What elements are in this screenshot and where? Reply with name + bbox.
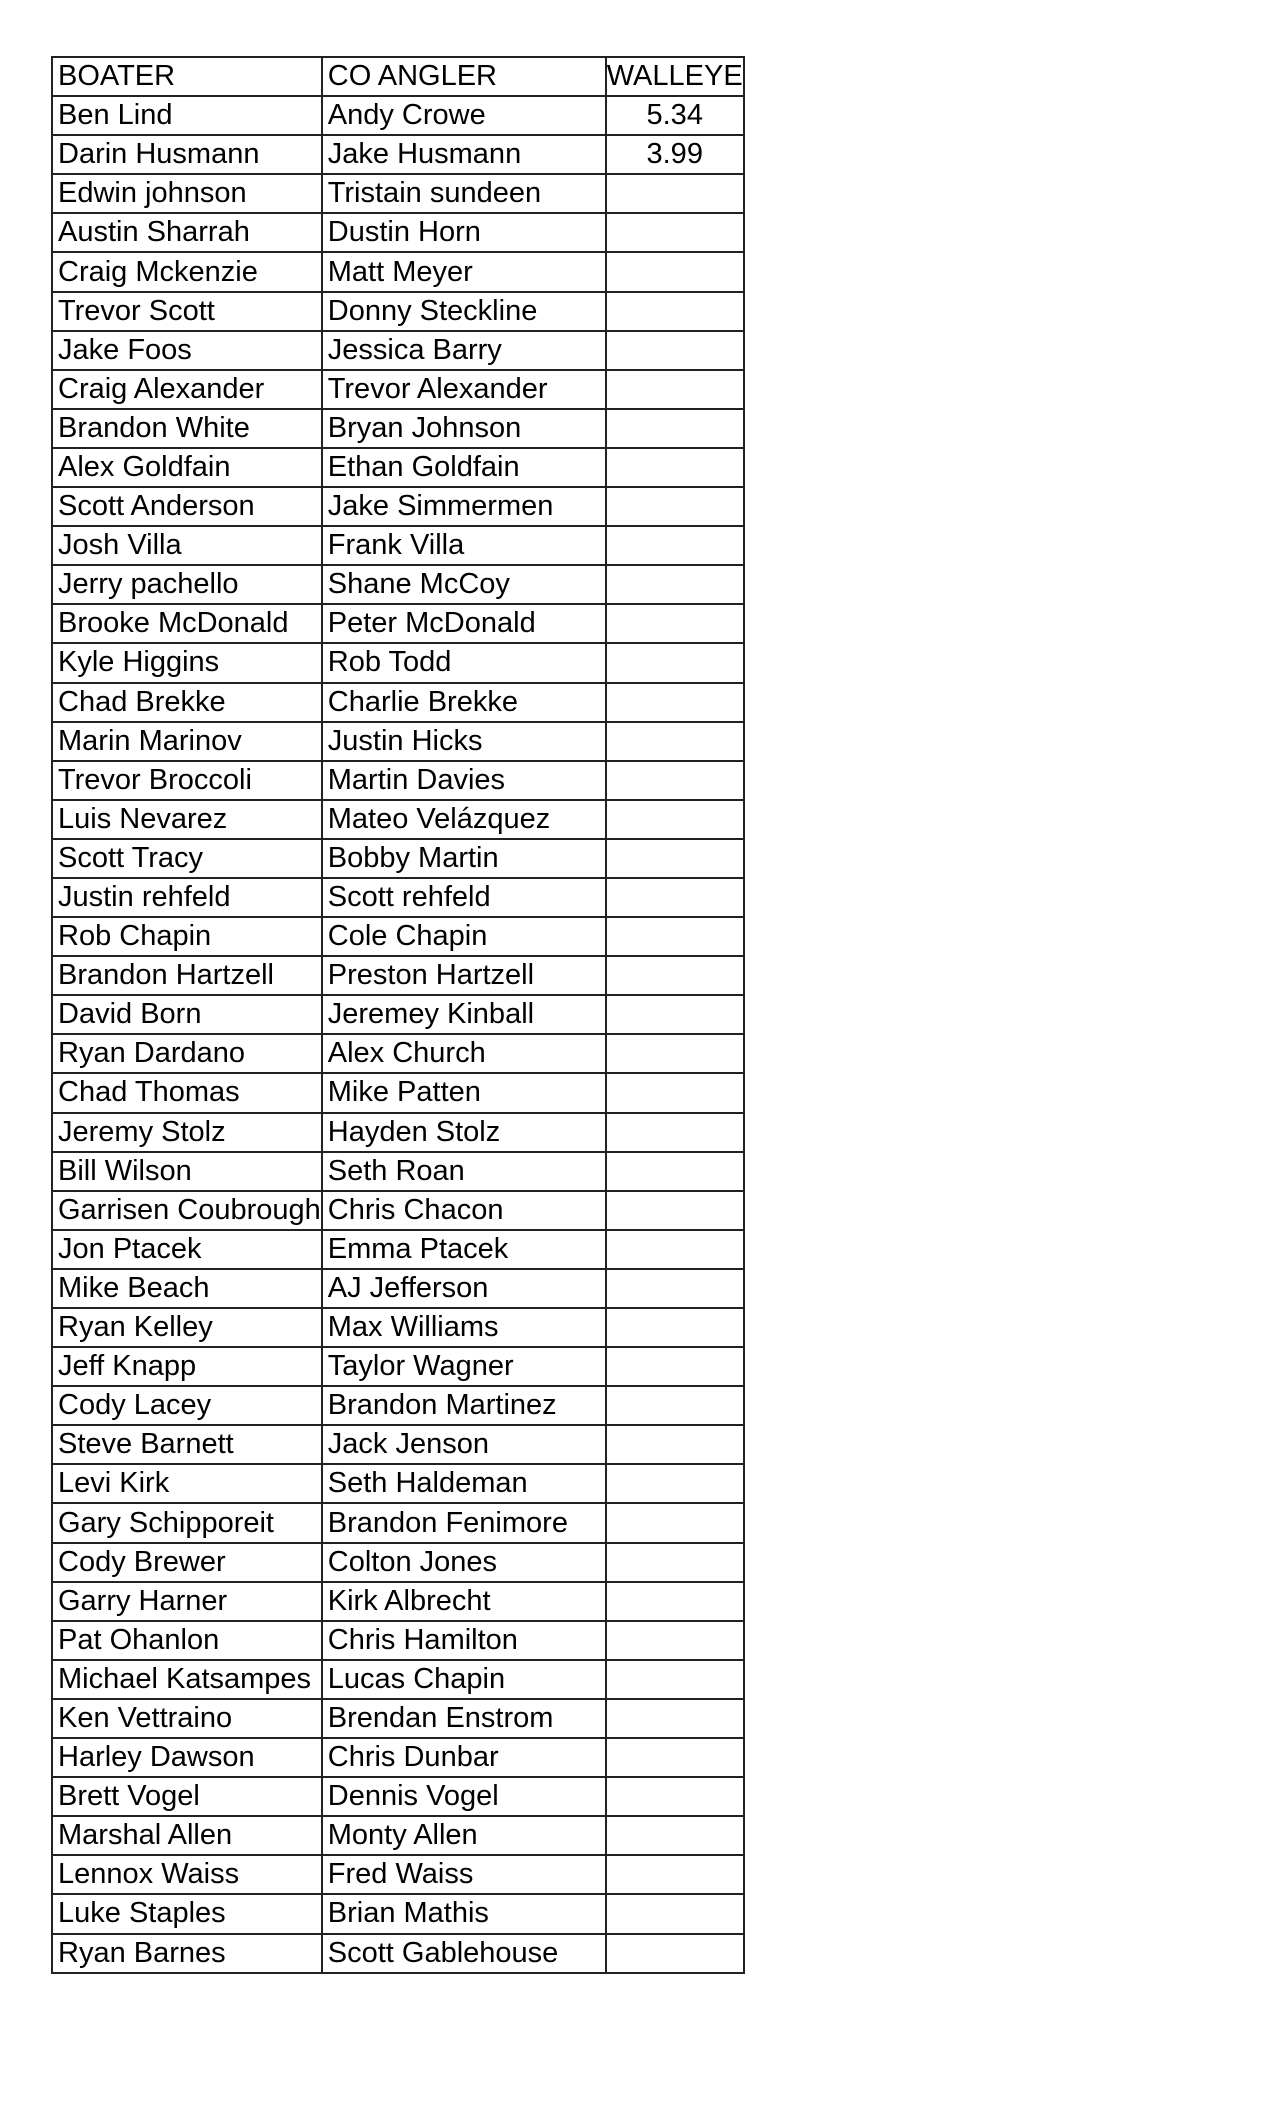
boater-cell: Ryan Kelley bbox=[52, 1308, 322, 1347]
walleye-cell bbox=[606, 1855, 744, 1894]
walleye-cell bbox=[606, 917, 744, 956]
co-angler-cell: Dennis Vogel bbox=[322, 1777, 606, 1816]
boater-cell: Brandon Hartzell bbox=[52, 956, 322, 995]
boater-cell: Luis Nevarez bbox=[52, 800, 322, 839]
boater-cell: Craig Alexander bbox=[52, 370, 322, 409]
table-row bbox=[52, 1894, 744, 1933]
co-angler-cell: Dustin Horn bbox=[322, 213, 606, 252]
co-angler-cell: Donny Steckline bbox=[322, 292, 606, 331]
walleye-cell: 5.34 bbox=[606, 96, 744, 135]
header-row bbox=[52, 57, 744, 96]
table-row bbox=[52, 995, 744, 1034]
co-angler-cell: Hayden Stolz bbox=[322, 1113, 606, 1152]
table-row bbox=[52, 1816, 744, 1855]
co-angler-cell: AJ Jefferson bbox=[322, 1269, 606, 1308]
table-row bbox=[52, 135, 744, 174]
walleye-cell bbox=[606, 761, 744, 800]
boater-cell: Scott Anderson bbox=[52, 487, 322, 526]
co-angler-cell: Chris Chacon bbox=[322, 1191, 606, 1230]
boater-cell: Scott Tracy bbox=[52, 839, 322, 878]
boater-cell: Brett Vogel bbox=[52, 1777, 322, 1816]
co-angler-cell: Cole Chapin bbox=[322, 917, 606, 956]
co-angler-cell: Chris Dunbar bbox=[322, 1738, 606, 1777]
table-row bbox=[52, 1855, 744, 1894]
table-row bbox=[52, 331, 744, 370]
table-row bbox=[52, 761, 744, 800]
co-angler-cell: Preston Hartzell bbox=[322, 956, 606, 995]
table-row bbox=[52, 448, 744, 487]
table-row bbox=[52, 1699, 744, 1738]
boater-cell: Pat Ohanlon bbox=[52, 1621, 322, 1660]
walleye-cell bbox=[606, 722, 744, 761]
co-angler-cell: Emma Ptacek bbox=[322, 1230, 606, 1269]
walleye-cell bbox=[606, 1894, 744, 1933]
boater-cell: David Born bbox=[52, 995, 322, 1034]
table-row bbox=[52, 1464, 744, 1503]
walleye-cell bbox=[606, 1230, 744, 1269]
boater-cell: Darin Husmann bbox=[52, 135, 322, 174]
boater-cell: Ben Lind bbox=[52, 96, 322, 135]
walleye-cell bbox=[606, 1425, 744, 1464]
boater-cell: Ken Vettraino bbox=[52, 1699, 322, 1738]
table-row bbox=[52, 292, 744, 331]
boater-cell: Jeff Knapp bbox=[52, 1347, 322, 1386]
header-boater: BOATER bbox=[52, 57, 322, 96]
table-row bbox=[52, 565, 744, 604]
walleye-cell bbox=[606, 995, 744, 1034]
walleye-cell bbox=[606, 1386, 744, 1425]
walleye-cell bbox=[606, 1464, 744, 1503]
table-row bbox=[52, 1034, 744, 1073]
boater-cell: Jon Ptacek bbox=[52, 1230, 322, 1269]
co-angler-cell: Shane McCoy bbox=[322, 565, 606, 604]
table-row bbox=[52, 878, 744, 917]
boater-cell: Mike Beach bbox=[52, 1269, 322, 1308]
table-row bbox=[52, 252, 744, 291]
table-row bbox=[52, 1660, 744, 1699]
boater-cell: Alex Goldfain bbox=[52, 448, 322, 487]
table-row bbox=[52, 1503, 744, 1542]
co-angler-cell: Jake Husmann bbox=[322, 135, 606, 174]
boater-cell: Cody Lacey bbox=[52, 1386, 322, 1425]
table-row bbox=[52, 174, 744, 213]
walleye-cell bbox=[606, 1582, 744, 1621]
co-angler-cell: Brendan Enstrom bbox=[322, 1699, 606, 1738]
co-angler-cell: Bobby Martin bbox=[322, 839, 606, 878]
walleye-cell: 3.99 bbox=[606, 135, 744, 174]
walleye-cell bbox=[606, 213, 744, 252]
walleye-cell bbox=[606, 1152, 744, 1191]
walleye-cell bbox=[606, 526, 744, 565]
table-row bbox=[52, 800, 744, 839]
table-row bbox=[52, 1113, 744, 1152]
co-angler-cell: Seth Haldeman bbox=[322, 1464, 606, 1503]
boater-cell: Kyle Higgins bbox=[52, 643, 322, 682]
boater-cell: Brandon White bbox=[52, 409, 322, 448]
co-angler-cell: Peter McDonald bbox=[322, 604, 606, 643]
co-angler-cell: Trevor Alexander bbox=[322, 370, 606, 409]
boater-cell: Ryan Barnes bbox=[52, 1934, 322, 1973]
table-row bbox=[52, 839, 744, 878]
walleye-cell bbox=[606, 292, 744, 331]
walleye-cell bbox=[606, 370, 744, 409]
boater-cell: Jerry pachello bbox=[52, 565, 322, 604]
walleye-cell bbox=[606, 956, 744, 995]
standings-table bbox=[51, 56, 745, 1974]
boater-cell: Josh Villa bbox=[52, 526, 322, 565]
walleye-cell bbox=[606, 643, 744, 682]
table-row bbox=[52, 917, 744, 956]
boater-cell: Ryan Dardano bbox=[52, 1034, 322, 1073]
co-angler-cell: Seth Roan bbox=[322, 1152, 606, 1191]
walleye-cell bbox=[606, 409, 744, 448]
co-angler-cell: Scott rehfeld bbox=[322, 878, 606, 917]
walleye-cell bbox=[606, 331, 744, 370]
table-row bbox=[52, 1347, 744, 1386]
boater-cell: Trevor Broccoli bbox=[52, 761, 322, 800]
table-row bbox=[52, 1152, 744, 1191]
walleye-cell bbox=[606, 252, 744, 291]
co-angler-cell: Bryan Johnson bbox=[322, 409, 606, 448]
boater-cell: Trevor Scott bbox=[52, 292, 322, 331]
table-row bbox=[52, 683, 744, 722]
table-row bbox=[52, 604, 744, 643]
walleye-cell bbox=[606, 487, 744, 526]
table-row bbox=[52, 1621, 744, 1660]
boater-cell: Marshal Allen bbox=[52, 1816, 322, 1855]
co-angler-cell: Jake Simmermen bbox=[322, 487, 606, 526]
table-row bbox=[52, 1777, 744, 1816]
walleye-cell bbox=[606, 839, 744, 878]
walleye-cell bbox=[606, 1269, 744, 1308]
walleye-cell bbox=[606, 1738, 744, 1777]
table-row bbox=[52, 96, 744, 135]
walleye-cell bbox=[606, 604, 744, 643]
table-row bbox=[52, 1073, 744, 1112]
boater-cell: Michael Katsampes bbox=[52, 1660, 322, 1699]
boater-cell: Justin rehfeld bbox=[52, 878, 322, 917]
co-angler-cell: Kirk Albrecht bbox=[322, 1582, 606, 1621]
walleye-cell bbox=[606, 683, 744, 722]
header-walleye: WALLEYE bbox=[606, 57, 744, 96]
co-angler-cell: Ethan Goldfain bbox=[322, 448, 606, 487]
co-angler-cell: Colton Jones bbox=[322, 1543, 606, 1582]
co-angler-cell: Mateo Velázquez bbox=[322, 800, 606, 839]
walleye-cell bbox=[606, 1191, 744, 1230]
table-row bbox=[52, 1582, 744, 1621]
co-angler-cell: Justin Hicks bbox=[322, 722, 606, 761]
walleye-cell bbox=[606, 448, 744, 487]
boater-cell: Jake Foos bbox=[52, 331, 322, 370]
boater-cell: Levi Kirk bbox=[52, 1464, 322, 1503]
boater-cell: Chad Brekke bbox=[52, 683, 322, 722]
boater-cell: Brooke McDonald bbox=[52, 604, 322, 643]
boater-cell: Jeremy Stolz bbox=[52, 1113, 322, 1152]
co-angler-cell: Brandon Fenimore bbox=[322, 1503, 606, 1542]
boater-cell: Gary Schipporeit bbox=[52, 1503, 322, 1542]
co-angler-cell: Rob Todd bbox=[322, 643, 606, 682]
table-row bbox=[52, 1425, 744, 1464]
walleye-cell bbox=[606, 174, 744, 213]
co-angler-cell: Chris Hamilton bbox=[322, 1621, 606, 1660]
table-row bbox=[52, 1543, 744, 1582]
co-angler-cell: Jeremey Kinball bbox=[322, 995, 606, 1034]
boater-cell: Rob Chapin bbox=[52, 917, 322, 956]
table-body bbox=[52, 96, 744, 1973]
table-row bbox=[52, 1191, 744, 1230]
boater-cell: Garrisen Coubrough bbox=[52, 1191, 322, 1230]
table-row bbox=[52, 487, 744, 526]
boater-cell: Cody Brewer bbox=[52, 1543, 322, 1582]
walleye-cell bbox=[606, 1934, 744, 1973]
co-angler-cell: Lucas Chapin bbox=[322, 1660, 606, 1699]
table-row bbox=[52, 526, 744, 565]
boater-cell: Garry Harner bbox=[52, 1582, 322, 1621]
walleye-cell bbox=[606, 1113, 744, 1152]
co-angler-cell: Frank Villa bbox=[322, 526, 606, 565]
walleye-cell bbox=[606, 565, 744, 604]
walleye-cell bbox=[606, 1308, 744, 1347]
walleye-cell bbox=[606, 800, 744, 839]
walleye-cell bbox=[606, 1034, 744, 1073]
co-angler-cell: Mike Patten bbox=[322, 1073, 606, 1112]
walleye-cell bbox=[606, 1073, 744, 1112]
walleye-cell bbox=[606, 1699, 744, 1738]
walleye-cell bbox=[606, 1503, 744, 1542]
co-angler-cell: Max Williams bbox=[322, 1308, 606, 1347]
table-row bbox=[52, 1738, 744, 1777]
walleye-cell bbox=[606, 878, 744, 917]
co-angler-cell: Brandon Martinez bbox=[322, 1386, 606, 1425]
table-row bbox=[52, 409, 744, 448]
boater-cell: Steve Barnett bbox=[52, 1425, 322, 1464]
co-angler-cell: Martin Davies bbox=[322, 761, 606, 800]
boater-cell: Edwin johnson bbox=[52, 174, 322, 213]
walleye-cell bbox=[606, 1621, 744, 1660]
co-angler-cell: Charlie Brekke bbox=[322, 683, 606, 722]
boater-cell: Harley Dawson bbox=[52, 1738, 322, 1777]
table-row bbox=[52, 1269, 744, 1308]
boater-cell: Bill Wilson bbox=[52, 1152, 322, 1191]
table-row bbox=[52, 956, 744, 995]
co-angler-cell: Fred Waiss bbox=[322, 1855, 606, 1894]
table-row bbox=[52, 370, 744, 409]
walleye-cell bbox=[606, 1543, 744, 1582]
boater-cell: Austin Sharrah bbox=[52, 213, 322, 252]
co-angler-cell: Alex Church bbox=[322, 1034, 606, 1073]
co-angler-cell: Andy Crowe bbox=[322, 96, 606, 135]
boater-cell: Lennox Waiss bbox=[52, 1855, 322, 1894]
table-row bbox=[52, 213, 744, 252]
header-co-angler: CO ANGLER bbox=[322, 57, 606, 96]
table-row bbox=[52, 643, 744, 682]
table-row bbox=[52, 1386, 744, 1425]
co-angler-cell: Jack Jenson bbox=[322, 1425, 606, 1464]
boater-cell: Craig Mckenzie bbox=[52, 252, 322, 291]
walleye-cell bbox=[606, 1660, 744, 1699]
table-row bbox=[52, 1308, 744, 1347]
table-row bbox=[52, 1934, 744, 1973]
walleye-cell bbox=[606, 1777, 744, 1816]
table-row bbox=[52, 722, 744, 761]
boater-cell: Chad Thomas bbox=[52, 1073, 322, 1112]
boater-cell: Luke Staples bbox=[52, 1894, 322, 1933]
co-angler-cell: Matt Meyer bbox=[322, 252, 606, 291]
table-row bbox=[52, 1230, 744, 1269]
co-angler-cell: Brian Mathis bbox=[322, 1894, 606, 1933]
boater-cell: Marin Marinov bbox=[52, 722, 322, 761]
co-angler-cell: Tristain sundeen bbox=[322, 174, 606, 213]
walleye-cell bbox=[606, 1816, 744, 1855]
co-angler-cell: Taylor Wagner bbox=[322, 1347, 606, 1386]
co-angler-cell: Jessica Barry bbox=[322, 331, 606, 370]
walleye-cell bbox=[606, 1347, 744, 1386]
co-angler-cell: Scott Gablehouse bbox=[322, 1934, 606, 1973]
co-angler-cell: Monty Allen bbox=[322, 1816, 606, 1855]
